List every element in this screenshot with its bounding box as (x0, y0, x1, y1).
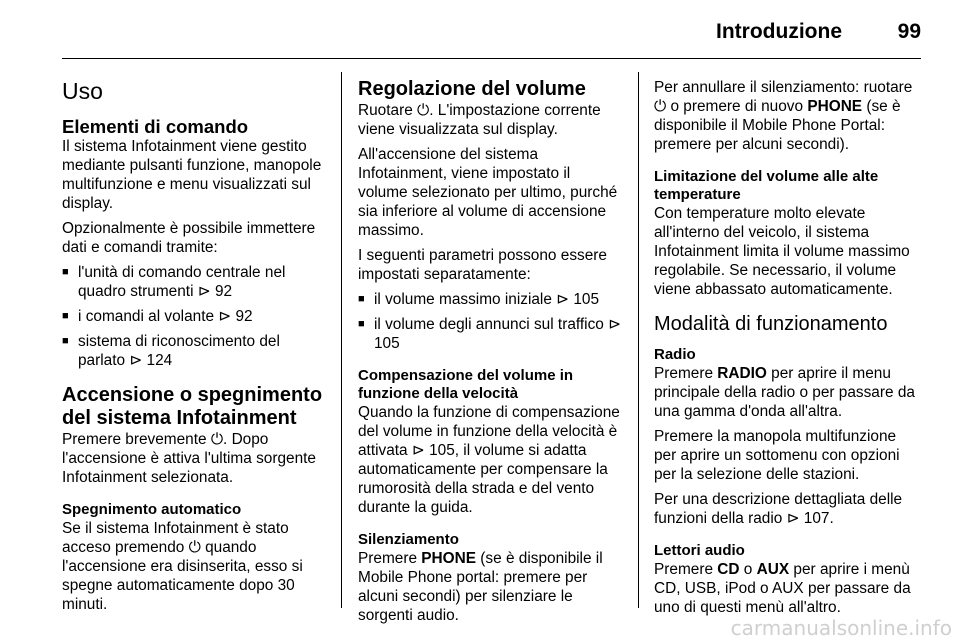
text-run: (se è disponibile il Mobile Phone portal: premere per alcuni secondi) per silenziare le sorgenti audio. (358, 550, 603, 624)
text-run: per aprire il menu principale della radio o per passare da una gamma d'onda all'altra. (654, 365, 915, 420)
bullet-list (62, 263, 326, 370)
paragraph (358, 549, 622, 625)
paragraph: Con temperature molto elevate all'interno del veicolo, il sistema Infotainment limita il volume massimo regolabile. Se necessario, il volume viene abbassato automaticamente. (654, 205, 910, 298)
text-run: (se è disponibile il Mobile Phone Portal: premere per alcuni secondi). (654, 98, 901, 153)
header-rule (62, 58, 921, 59)
text-run: o (739, 561, 757, 578)
phone-key-label: PHONE (807, 98, 863, 115)
text-run: Premere (358, 550, 422, 567)
paragraph: Premere la manopola multifunzione per aprire un sottomenu con opzioni per la selezione delle stazioni. (654, 428, 900, 483)
heading-elementi-di-comando: Elementi di comando (62, 116, 249, 137)
column-divider (638, 72, 639, 608)
column-2 (358, 70, 622, 625)
heading-compensazione-volume: Compensazione del volume in funzione della velocità (358, 367, 574, 402)
paragraph: All'accensione del sistema Infotainment, viene impostato il volume selezionato per ultimo, purché sia inferiore al volume di accensione massimo. (358, 146, 618, 239)
column-1 (62, 70, 326, 614)
radio-key-label: RADIO (717, 365, 767, 382)
section-title-uso: Uso (62, 78, 103, 104)
heading-modalita-funzionamento: Modalità di funzionamento (654, 313, 888, 335)
heading-accensione: Accensione o spegnimento del sistema Infotainment (62, 384, 323, 429)
list-item: ■ sistema di riconoscimento del parlato ⊳ 124 (62, 332, 326, 370)
heading-silenziamento: Silenziamento (358, 531, 459, 548)
bullet-list (358, 290, 622, 353)
paragraph: Quando la funzione di compensazione del volume in funzione della velocità è attivata ⊳ 105, il volume si adatta automaticamente per compensare la rumorosità della strada e del vento durante la guida. (358, 404, 620, 516)
list-item: ■ il volume degli annunci sul traffico ⊳ 105 (358, 315, 622, 353)
paragraph: Il sistema Infotainment viene gestito mediante pulsanti funzione, manopole multifunzione e menu visualizzati sul display. (62, 138, 322, 212)
paragraph: Premere brevemente ⏻. Dopo l'accensione è attiva l'ultima sorgente Infotainment selezionata. (62, 431, 316, 486)
aux-key-label: AUX (756, 561, 790, 578)
phone-key-label: PHONE (421, 550, 477, 567)
watermark: carmanualsonline.info (730, 616, 952, 640)
text-run: Per annullare il silenziamento: ruotare ⏻ o premere di nuovo (654, 79, 913, 115)
paragraph: I seguenti parametri possono essere impostati separatamente: (358, 247, 607, 283)
list-item: ■ i comandi al volante ⊳ 92 (62, 307, 326, 326)
heading-spegnimento-automatico: Spegnimento automatico (62, 501, 242, 518)
paragraph (654, 364, 922, 421)
heading-lettori-audio: Lettori audio (654, 542, 745, 559)
column-3 (654, 70, 922, 617)
page-number: 99 (897, 20, 921, 43)
text-run: per aprire i menù CD, USB, iPod o AUX per passare da uno di questi menù all'altro. (654, 561, 911, 616)
page-header (0, 0, 960, 60)
text-run: Premere (654, 561, 718, 578)
heading-radio: Radio (654, 346, 696, 363)
paragraph: Se il sistema Infotainment è stato acceso premendo ⏻ quando l'accensione era disinserita, esso si spegne automaticamente dopo 30 minuti. (62, 520, 303, 613)
text-run: Premere (654, 365, 718, 382)
cd-key-label: CD (717, 561, 740, 578)
paragraph: Ruotare ⏻. L'impostazione corrente viene visualizzata sul display. (358, 102, 601, 138)
paragraph: Opzionalmente è possibile immettere dati e comandi tramite: (62, 220, 316, 256)
heading-limitazione-volume: Limitazione del volume alle alte temperature (654, 168, 879, 203)
paragraph (654, 560, 922, 617)
paragraph (654, 78, 922, 154)
list-item: ■ l'unità di comando centrale nel quadro strumenti ⊳ 92 (62, 263, 326, 301)
paragraph: Per una descrizione dettagliata delle funzioni della radio ⊳ 107. (654, 491, 903, 527)
header-title: Introduzione (716, 20, 842, 43)
heading-regolazione-volume: Regolazione del volume (358, 78, 586, 100)
column-divider (341, 72, 342, 608)
list-item: ■ il volume massimo iniziale ⊳ 105 (358, 290, 622, 309)
